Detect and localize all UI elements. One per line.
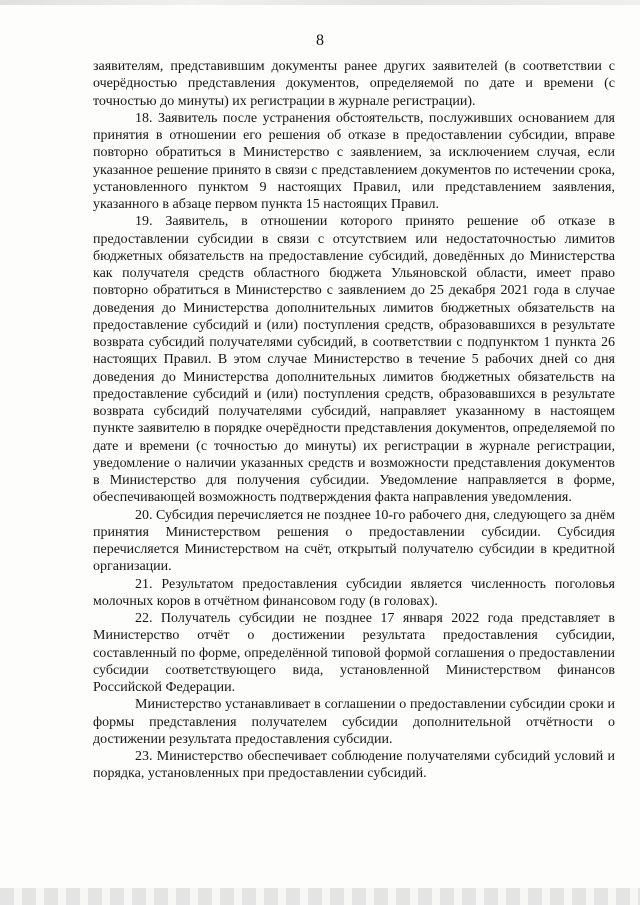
paragraph-21: 21. Результатом предоставления субсидии является численность поголовья молочных коров в отчётном финансовом году (в головах).	[93, 576, 615, 609]
paragraph-23: 23. Министерство обеспечивает соблюдение получателями субсидий условий и порядка, установленных при предоставлении субсидий.	[93, 749, 615, 782]
scan-edge-bottom	[0, 888, 640, 905]
document-body	[93, 58, 615, 783]
scan-edge-top	[0, 0, 640, 5]
page-number: 8	[316, 32, 324, 49]
paragraph-continuation: заявителям, представившим документы ранее других заявителей (в соответствии с очерёдностью представления документов, определяемой по дате и времени (с точностью до минуты) их регистрации в журнале регистрации).	[93, 59, 615, 109]
paragraph-22: 22. Получатель субсидии не позднее 17 января 2022 года представляет в Министерство отчёт о достижении результата предоставления субсидии, составленный по форме, определённой типовой формой соглашения о предоставлении субсидии соответствующего вида, установленной Министерством финансов Российской Федерации.	[93, 611, 615, 695]
paragraph-20: 20. Субсидия перечисляется не позднее 10-го рабочего дня, следующего за днём принятия Министерством решения о предоставлении субсидии. Субсидия перечисляется Министерством на счёт, открытый получателю субсидии в кредитной организации.	[93, 507, 615, 575]
paragraph-22-second: Министерство устанавливает в соглашении о предоставлении субсидии сроки и формы представления получателем субсидии дополнительной отчётности о достижении результата предоставления субсидии.	[93, 697, 615, 747]
paragraph-19: 19. Заявитель, в отношении которого принято решение об отказе в предоставлении субсидии в связи с отсутствием или недостаточностью лимитов бюджетных обязательств на предоставление субсидий, доведённых до Министерства как получателя средств областного бюджета Ульяновской области, имеет право повторно обратиться в Министерство с заявлением до 25 декабря 2021 года в случае доведения до Министерства дополнительных лимитов бюджетных обязательств на предоставление субсидий и (или) поступления средств, образовавшихся в результате возврата субсидий получателями субсидий, в соответствии с подпунктом 1 пункта 26 настоящих Правил. В этом случае Министерство в течение 5 рабочих дней со дня доведения до Министерства дополнительных лимитов бюджетных обязательств на предоставление субсидий и (или) поступления средств, образовавшихся в результате возврата субсидий получателями субсидий, направляет указанному в настоящем пункте заявителю в порядке очерёдности представления документов, определяемой по дате и времени (с точностью до минуты) их регистрации в журнале регистрации, уведомление о наличии указанных средств и возможности представления документов в Министерство для получения субсидии. Уведомление направляется в форме, обеспечивающей возможность подтверждения факта направления уведомления.	[93, 214, 615, 506]
paragraph-18: 18. Заявитель после устранения обстоятельств, послуживших основанием для принятия в отношении его решения об отказе в предоставлении субсидии, вправе повторно обратиться в Министерство с заявлением, за исключением случая, если указанное решение принято в связи с представлением документов по истечении срока, установленного пунктом 9 настоящих Правил, или представлением заявления, указанного в абзаце первом пункта 15 настоящих Правил.	[93, 110, 615, 212]
